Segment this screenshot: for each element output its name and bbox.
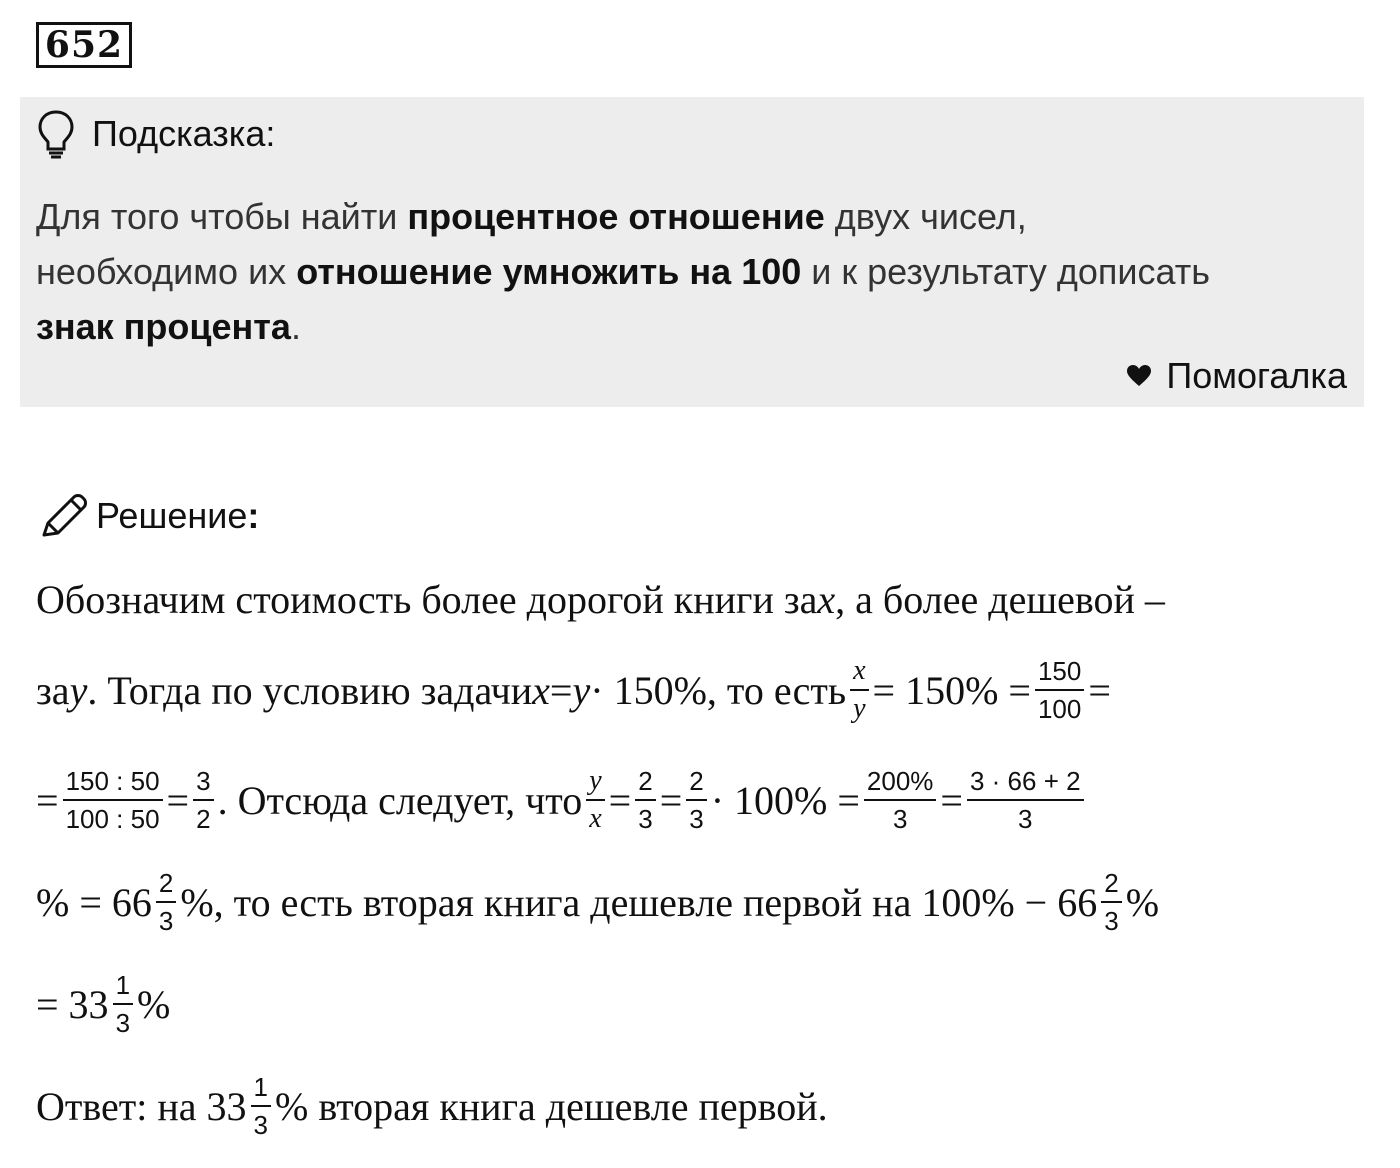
text: . Отсюда следует, что (217, 777, 583, 823)
hint-segment-bold: процентное отношение (407, 196, 825, 237)
text: Обозначим стоимость более дорогой книги за (36, 576, 818, 622)
text: Ответ: на 33 (36, 1083, 247, 1129)
text: = 150% = (872, 667, 1031, 713)
solution-line-2 (36, 655, 1111, 724)
fraction-denominator: 2 (196, 804, 211, 834)
fraction-numerator: 150 : 50 (63, 765, 163, 801)
text: % (137, 981, 171, 1027)
hint-segment: Для того чтобы найти (36, 196, 408, 237)
fraction-numerator: y (586, 765, 604, 801)
hint-title: Подсказка: (92, 113, 276, 154)
text: % (1125, 879, 1160, 925)
problem-number: 652 (36, 22, 132, 68)
brand-name: Помогалка (1166, 355, 1347, 396)
hint-segment: . (290, 306, 301, 347)
lightbulb-icon (36, 109, 76, 159)
fraction (686, 765, 706, 835)
text: % вторая книга дешевле первой. (275, 1083, 828, 1129)
fraction-denominator: 100 : 50 (65, 804, 160, 834)
text: · 100% = (710, 777, 860, 823)
hint-segment: и к результату дописать (801, 251, 1210, 292)
fraction-numerator: 150 (1035, 655, 1084, 691)
fraction (193, 765, 213, 835)
fraction-denominator: 3 (892, 804, 908, 834)
fraction-denominator: 3 (115, 1008, 131, 1038)
fraction-numerator: 1 (113, 969, 133, 1005)
fraction-denominator: 3 (689, 804, 704, 834)
variable: y (69, 667, 88, 713)
fraction-numerator: 2 (686, 765, 706, 801)
fraction-denominator: 3 (638, 804, 653, 834)
fraction (635, 765, 655, 835)
fraction (864, 765, 937, 835)
fraction (156, 867, 176, 937)
variable: y (572, 667, 591, 713)
fraction-numerator: 200% (864, 765, 937, 801)
fraction (967, 765, 1084, 835)
fraction-denominator: 100 (1037, 694, 1082, 724)
text: = (36, 777, 59, 823)
variable: x (532, 667, 550, 713)
hint-box (20, 97, 1364, 407)
fraction (1035, 655, 1084, 725)
fraction-denominator: x (589, 803, 602, 834)
text: за (36, 667, 70, 713)
fraction (63, 765, 163, 835)
text: % = 66 (36, 879, 152, 925)
answer-line (36, 1072, 828, 1140)
fraction-denominator: 3 (1018, 804, 1033, 834)
pencil-icon (38, 491, 90, 541)
text: = (608, 777, 632, 823)
hint-header (36, 109, 275, 159)
hint-segment: двух чисел, (824, 196, 1027, 237)
hint-segment: необходимо их (36, 251, 297, 292)
fraction (113, 969, 133, 1039)
fraction-denominator: 3 (1104, 906, 1119, 936)
text: = (659, 777, 683, 823)
text: = 33 (36, 981, 109, 1027)
solution-title: Решение (96, 495, 248, 536)
text: = (166, 777, 190, 823)
fraction (586, 765, 604, 835)
fraction (1101, 867, 1121, 937)
fraction (251, 1071, 271, 1141)
hint-segment-bold: знак процента (36, 306, 291, 347)
solution-line-3 (36, 765, 1088, 834)
hint-segment-bold: отношение умножить на 100 (296, 251, 802, 292)
text: = (549, 667, 573, 713)
fraction-denominator: 3 (158, 906, 174, 936)
solution-line-4 (36, 868, 1160, 936)
fraction-numerator: x (850, 655, 868, 691)
fraction-numerator: 2 (635, 765, 655, 801)
variable: x (817, 576, 836, 622)
solution-header (38, 492, 259, 540)
solution-line-1 (36, 569, 1165, 629)
fraction-numerator: 3 (193, 765, 213, 801)
text: . Тогда по условию задачи (87, 667, 533, 713)
text: %, то есть вторая книга дешевле первой на 100% − 66 (180, 879, 1098, 925)
fraction-denominator: y (853, 693, 866, 724)
text: = (940, 777, 963, 823)
text: , а более дешевой – (835, 576, 1165, 622)
text: · 150%, то есть (590, 667, 847, 713)
heart-icon (1126, 364, 1152, 388)
solution-line-5 (36, 970, 171, 1038)
fraction-numerator: 3 · 66 + 2 (967, 765, 1084, 801)
fraction-numerator: 2 (1101, 867, 1121, 903)
hint-text (36, 189, 1356, 354)
fraction-numerator: 1 (251, 1071, 271, 1107)
text: = (1088, 667, 1111, 713)
brand (1126, 355, 1347, 397)
fraction-numerator: 2 (156, 867, 176, 903)
solution-title-colon: : (247, 495, 260, 536)
fraction-denominator: 3 (253, 1110, 268, 1140)
fraction (850, 655, 868, 725)
